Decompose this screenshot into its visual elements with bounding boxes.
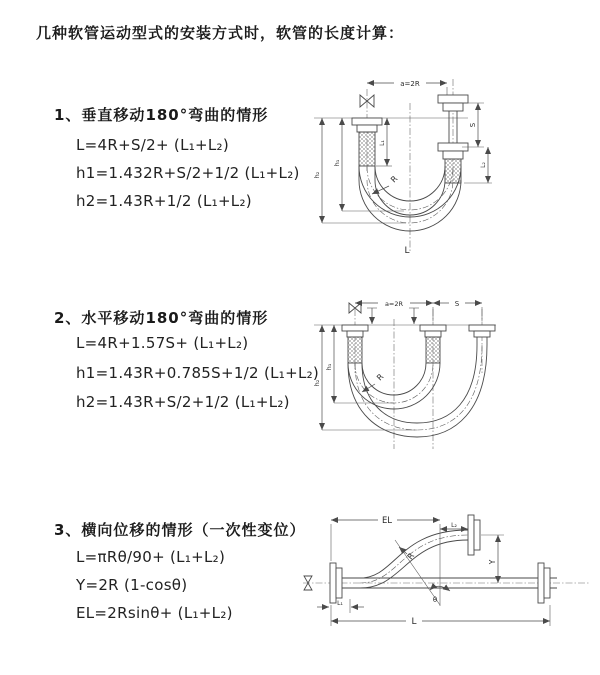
formula-line: h1=1.432R+S/2+1/2 (L₁+L₂) bbox=[76, 164, 300, 182]
dim-width bbox=[355, 300, 433, 308]
dim-label-l2: L₂ bbox=[480, 162, 487, 168]
extension-line bbox=[433, 307, 482, 321]
dim-l bbox=[331, 605, 550, 627]
middle-flange bbox=[420, 325, 446, 337]
right-flange-bottom bbox=[438, 143, 468, 159]
dim-el bbox=[331, 516, 440, 606]
dim-label-length: L bbox=[404, 246, 410, 256]
dim-label-l2: L₂ bbox=[451, 522, 457, 529]
dim-l1 bbox=[317, 599, 364, 613]
hose-braid bbox=[426, 337, 440, 363]
dim-label-radius: R bbox=[405, 551, 417, 562]
dim-label-h1: h₁ bbox=[333, 159, 341, 167]
dim-label-h1: h₁ bbox=[325, 363, 333, 371]
hose-braid bbox=[359, 132, 375, 166]
dim-label-h2: h₂ bbox=[313, 171, 321, 179]
dim-l2 bbox=[464, 147, 492, 183]
formula-line: Y=2R (1-cosθ) bbox=[76, 576, 188, 594]
dim-label-radius: R bbox=[375, 372, 386, 383]
right-flange bbox=[538, 563, 550, 603]
dim-label-stroke: S bbox=[454, 300, 460, 308]
section-2-heading: 2、水平移动180°弯曲的情形 bbox=[54, 309, 269, 327]
formula-line: L=4R+S/2+ (L₁+L₂) bbox=[76, 136, 230, 154]
dim-label-l: L bbox=[411, 617, 417, 627]
dim-label-width: a=2R bbox=[384, 300, 404, 308]
dim-l2 bbox=[440, 522, 468, 529]
dim-width bbox=[367, 80, 447, 101]
dim-label-stroke: S bbox=[469, 122, 477, 128]
section-1-heading: 1、垂直移动180°弯曲的情形 bbox=[54, 106, 269, 124]
left-flange bbox=[330, 563, 342, 603]
formula-line: h1=1.43R+0.785S+1/2 (L₁+L₂) bbox=[76, 364, 320, 382]
diagram-lateral-displacement bbox=[298, 503, 598, 653]
reference-arrow bbox=[367, 308, 377, 324]
dim-stroke bbox=[462, 103, 484, 147]
dim-y bbox=[481, 535, 504, 583]
hose-braid bbox=[348, 337, 362, 363]
section-3-heading: 3、横向位移的情形（一次性变位） bbox=[54, 521, 306, 539]
dim-label-l1: L₁ bbox=[337, 600, 343, 607]
top-right-flange bbox=[468, 515, 480, 555]
left-flange bbox=[352, 118, 382, 132]
formula-line: L=πRθ/90+ (L₁+L₂) bbox=[76, 548, 226, 566]
dim-label-angle: θ bbox=[432, 596, 438, 604]
dim-label-width: a=2R bbox=[400, 80, 420, 88]
right-flange bbox=[469, 325, 495, 337]
dim-label-l1: L₁ bbox=[379, 140, 386, 146]
dim-label-h2: h₂ bbox=[313, 379, 321, 387]
formula-line: L=4R+1.57S+ (L₁+L₂) bbox=[76, 334, 249, 352]
dim-stroke bbox=[433, 300, 482, 308]
page-title: 几种软管运动型式的安装方式时，软管的长度计算： bbox=[36, 24, 405, 42]
formula-line: h2=1.43R+S/2+1/2 (L₁+L₂) bbox=[76, 393, 290, 411]
formula-line: h2=1.43R+1/2 (L₁+L₂) bbox=[76, 192, 252, 210]
formula-line: EL=2Rsinθ+ (L₁+L₂) bbox=[76, 604, 233, 622]
left-flange bbox=[342, 325, 368, 337]
diagram-horizontal-180 bbox=[306, 281, 598, 467]
hose-u-bend-position-2 bbox=[348, 345, 487, 437]
dim-radius bbox=[362, 372, 386, 392]
dim-label-radius: R bbox=[389, 174, 400, 185]
reference-arrow bbox=[409, 308, 419, 324]
diagram-vertical-180 bbox=[306, 63, 596, 261]
dim-label-y: Y bbox=[488, 559, 497, 565]
dim-label-el: EL bbox=[381, 516, 393, 526]
